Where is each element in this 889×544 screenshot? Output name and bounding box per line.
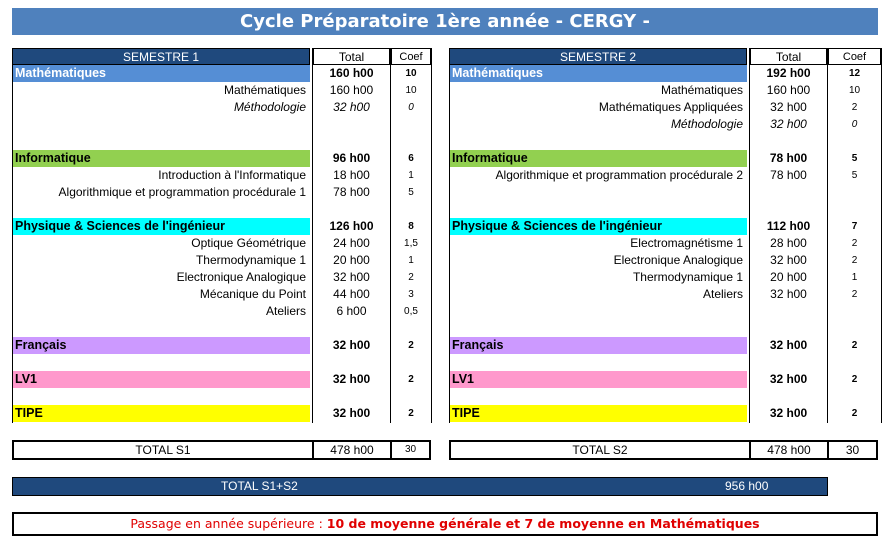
category-label: TIPE — [449, 405, 747, 422]
hours-cell: 18 h00 — [333, 168, 370, 182]
category-row — [449, 218, 882, 235]
category-label: Mathématiques — [12, 65, 310, 82]
coef-cell: 5 — [851, 170, 858, 181]
hours-cell: 32 h00 — [332, 372, 371, 386]
course-row — [449, 167, 882, 184]
coef-cell: 1 — [851, 272, 858, 283]
course-row — [12, 235, 432, 252]
hours-cell: 32 h00 — [769, 406, 808, 420]
semester-1-body — [12, 65, 432, 422]
course-label: Méthodologie — [233, 100, 306, 114]
coef-cell: 5 — [851, 153, 858, 164]
category-label: Physique & Sciences de l'ingénieur — [449, 218, 747, 235]
coef-cell: 1,5 — [404, 238, 418, 249]
hours-cell: 32 h00 — [333, 270, 370, 284]
category-label: Informatique — [12, 150, 310, 167]
column-divider — [312, 48, 313, 423]
hours-cell: 6 h00 — [336, 304, 367, 318]
course-label: Ateliers — [265, 304, 306, 318]
category-row — [12, 337, 432, 354]
hours-cell: 32 h00 — [333, 100, 370, 114]
semester-2-header: SEMESTRE 2 — [449, 48, 747, 65]
hours-cell: 126 h00 — [329, 219, 374, 233]
course-row — [12, 252, 432, 269]
coef-cell: 5 — [408, 187, 414, 198]
blank-row — [12, 116, 432, 133]
coef-cell: 2 — [851, 238, 858, 249]
course-label: Electronique Analogique — [176, 270, 306, 284]
semester-2-table — [449, 48, 882, 422]
coef-cell: 0 — [851, 119, 858, 130]
hours-cell: 32 h00 — [770, 287, 807, 301]
hours-cell: 78 h00 — [333, 185, 370, 199]
hours-cell: 78 h00 — [770, 168, 807, 182]
hours-cell: 96 h00 — [332, 151, 371, 165]
total-s1-coef: 30 — [404, 444, 417, 455]
coef-cell: 2 — [408, 374, 414, 385]
blank-row — [449, 303, 882, 320]
course-row — [449, 235, 882, 252]
hours-cell: 32 h00 — [770, 100, 807, 114]
column-divider — [12, 48, 13, 423]
course-label: Mécanique du Point — [199, 287, 306, 301]
blank-row — [449, 133, 882, 150]
blank-row — [449, 184, 882, 201]
column-divider — [749, 48, 750, 423]
grand-total-label: TOTAL S1+S2 — [221, 479, 298, 493]
column-divider — [827, 48, 828, 423]
total-s1-hours: 478 h00 — [330, 443, 374, 457]
hours-cell: 160 h00 — [329, 83, 374, 97]
coef-cell: 12 — [848, 68, 861, 79]
promotion-requirement-note — [12, 512, 878, 536]
hours-cell: 32 h00 — [769, 372, 808, 386]
course-row — [12, 99, 432, 116]
category-row — [12, 405, 432, 422]
category-row — [449, 405, 882, 422]
course-row — [449, 116, 882, 133]
semester-1-table — [12, 48, 432, 422]
total-s1-label: TOTAL S1 — [135, 443, 191, 457]
category-row — [12, 218, 432, 235]
coef-cell: 1 — [408, 255, 414, 266]
category-row — [449, 371, 882, 388]
category-label: TIPE — [12, 405, 310, 422]
coef-cell: 2 — [408, 272, 414, 283]
hours-cell: 112 h00 — [766, 219, 811, 233]
total-header: Total — [313, 48, 390, 65]
hours-cell: 44 h00 — [333, 287, 370, 301]
blank-row — [12, 201, 432, 218]
coef-cell: 1 — [408, 170, 414, 181]
column-divider — [390, 48, 391, 423]
category-row — [449, 337, 882, 354]
course-label: Introduction à l'Informatique — [158, 168, 306, 182]
column-divider — [449, 48, 450, 423]
coef-cell: 2 — [851, 340, 858, 351]
course-label: Thermodynamique 1 — [195, 253, 306, 267]
semester-1-header-row — [12, 48, 432, 65]
coef-cell: 0 — [408, 102, 414, 113]
course-row — [449, 286, 882, 303]
coef-cell: 10 — [405, 68, 417, 79]
total-s2-label: TOTAL S2 — [572, 443, 628, 457]
coef-cell: 2 — [408, 340, 414, 351]
coef-cell: 10 — [405, 85, 417, 96]
coef-cell: 7 — [851, 221, 858, 232]
course-label: Electronique Analogique — [613, 253, 743, 267]
coef-cell: 0,5 — [404, 306, 418, 317]
blank-row — [12, 388, 432, 405]
blank-row — [449, 320, 882, 337]
hours-cell: 20 h00 — [333, 253, 370, 267]
course-row — [449, 99, 882, 116]
hours-cell: 24 h00 — [333, 236, 370, 250]
category-label: Français — [449, 337, 747, 354]
note-requirement: 10 de moyenne générale et 7 de moyenne en Mathématiques — [326, 516, 760, 531]
blank-row — [12, 354, 432, 371]
coef-header: Coef — [391, 48, 431, 65]
course-row — [12, 82, 432, 99]
coef-cell: 2 — [851, 374, 858, 385]
course-row — [449, 252, 882, 269]
hours-cell: 28 h00 — [770, 236, 807, 250]
blank-row — [12, 320, 432, 337]
coef-cell: 2 — [851, 289, 858, 300]
hours-cell: 32 h00 — [770, 117, 807, 131]
category-row — [12, 150, 432, 167]
hours-cell: 32 h00 — [770, 253, 807, 267]
coef-cell: 8 — [408, 221, 414, 232]
category-row — [12, 371, 432, 388]
course-label: Algorithmique et programmation procédurale 2 — [495, 168, 743, 182]
course-label: Mathématiques — [223, 83, 306, 97]
grand-total-hours: 956 h00 — [725, 479, 769, 493]
coef-cell: 2 — [408, 408, 414, 419]
course-row — [449, 269, 882, 286]
course-row — [12, 286, 432, 303]
course-label: Ateliers — [702, 287, 743, 301]
note-prefix: Passage en année supérieure : — [130, 516, 327, 531]
coef-cell: 2 — [851, 408, 858, 419]
course-label: Mathématiques Appliquées — [598, 100, 743, 114]
category-row — [12, 65, 432, 82]
column-divider — [431, 48, 432, 423]
course-row — [12, 167, 432, 184]
category-row — [449, 150, 882, 167]
coef-cell: 2 — [851, 102, 858, 113]
course-label: Thermodynamique 1 — [632, 270, 743, 284]
course-label: Mathématiques — [660, 83, 743, 97]
category-row — [449, 65, 882, 82]
coef-cell: 10 — [848, 85, 861, 96]
coef-cell: 6 — [408, 153, 414, 164]
hours-cell: 160 h00 — [766, 83, 811, 97]
category-label: Informatique — [449, 150, 747, 167]
hours-cell: 32 h00 — [769, 338, 808, 352]
hours-cell: 32 h00 — [332, 406, 371, 420]
total-s2-row — [449, 440, 878, 460]
hours-cell: 20 h00 — [770, 270, 807, 284]
category-label: Français — [12, 337, 310, 354]
grand-total-bar — [12, 477, 828, 496]
total-header: Total — [750, 48, 827, 65]
blank-row — [449, 354, 882, 371]
total-s2-hours: 478 h00 — [767, 443, 811, 457]
blank-row — [449, 201, 882, 218]
course-row — [449, 82, 882, 99]
hours-cell: 78 h00 — [769, 151, 808, 165]
hours-cell: 32 h00 — [332, 338, 371, 352]
course-row — [12, 303, 432, 320]
category-label: Physique & Sciences de l'ingénieur — [12, 218, 310, 235]
column-divider — [881, 48, 882, 423]
coef-cell: 3 — [408, 289, 414, 300]
course-label: Electromagnétisme 1 — [630, 236, 743, 250]
coef-header: Coef — [828, 48, 881, 65]
hours-cell: 192 h00 — [766, 66, 811, 80]
category-label: LV1 — [449, 371, 747, 388]
total-s2-coef: 30 — [845, 443, 860, 457]
total-s1-row — [12, 440, 431, 460]
blank-row — [12, 133, 432, 150]
semester-2-body — [449, 65, 882, 422]
page-title: Cycle Préparatoire 1ère année - CERGY - — [12, 8, 878, 35]
course-label: Optique Géométrique — [191, 236, 306, 250]
coef-cell: 2 — [851, 255, 858, 266]
course-row — [12, 184, 432, 201]
course-label: Algorithmique et programmation procédurale 1 — [58, 185, 306, 199]
hours-cell: 160 h00 — [329, 66, 374, 80]
semester-1-header: SEMESTRE 1 — [12, 48, 310, 65]
category-label: Mathématiques — [449, 65, 747, 82]
course-label: Méthodologie — [670, 117, 743, 131]
course-row — [12, 269, 432, 286]
category-label: LV1 — [12, 371, 310, 388]
blank-row — [449, 388, 882, 405]
semester-2-header-row — [449, 48, 882, 65]
